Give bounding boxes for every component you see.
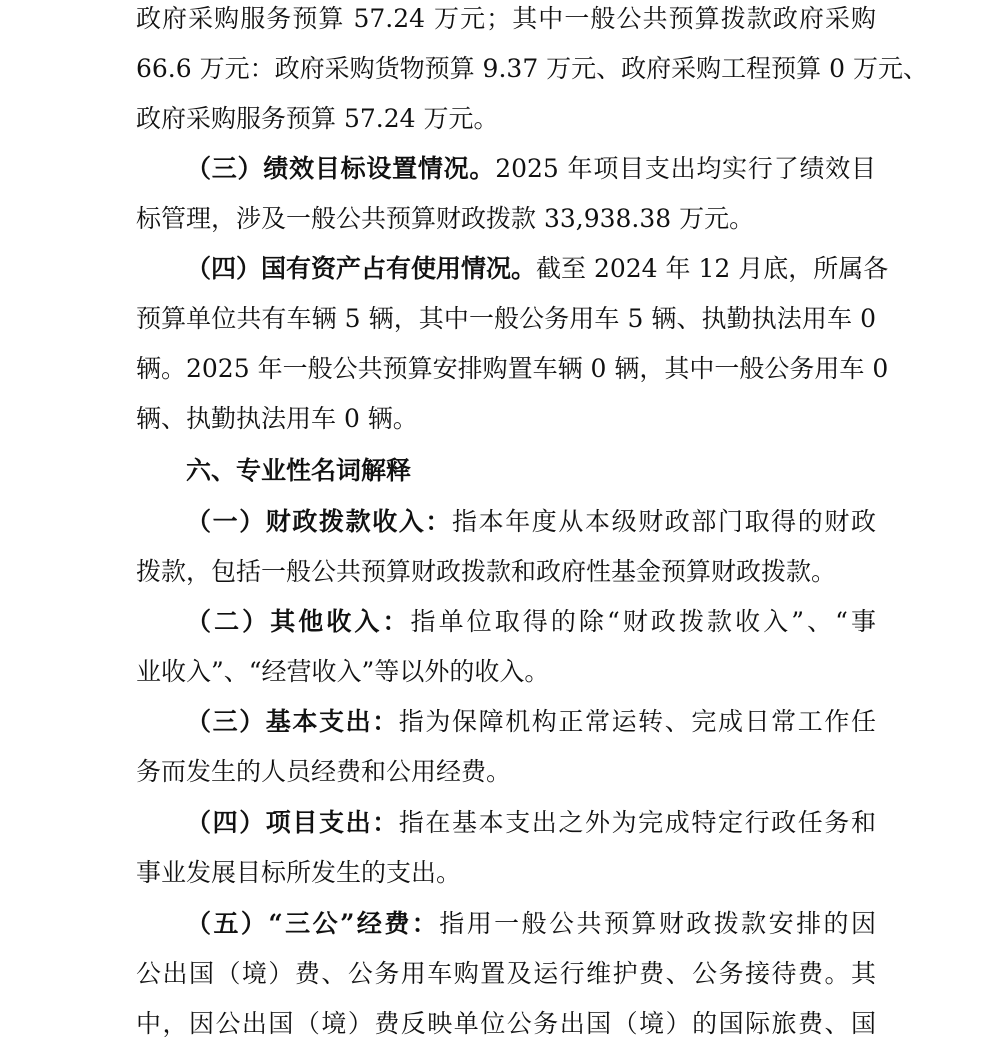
paragraph-first-line — [186, 798, 876, 848]
paragraph-lead-bold: （四）项目支出： — [186, 808, 399, 837]
paragraph-line: 政府采购服务预算 57.24 万元。 — [136, 104, 499, 133]
paragraph-text: 2025 年项目支出均实行了绩效目 — [495, 154, 876, 183]
paragraph-text: 指为保障机构正常运转、完成日常工作任 — [398, 707, 876, 736]
paragraph-line: 拨款，包括一般公共预算财政拨款和政府性基金预算财政拨款。 — [136, 557, 837, 586]
paragraph-line: 业收入”、“经营收入”等以外的收入。 — [136, 657, 550, 686]
paragraph-line: 标管理，涉及一般公共预算财政拨款 33,938.38 万元。 — [136, 204, 755, 233]
paragraph-text: 指在基本支出之外为完成特定行政任务和 — [398, 808, 876, 837]
paragraph-text: 截至 2024 年 12 月底，所属各 — [536, 254, 889, 283]
paragraph-lead-bold: （五）“三公”经费： — [186, 909, 440, 938]
paragraph-first-line — [186, 899, 876, 949]
paragraph-lead-bold: （二）其他收入： — [186, 607, 411, 636]
paragraph-lead-bold: （三）绩效目标设置情况。 — [186, 154, 496, 183]
paragraph-line: 辆、执勤执法用车 0 辆。 — [136, 404, 418, 433]
paragraph-line: 辆。2025 年一般公共预算安排购置车辆 0 辆，其中一般公务用车 0 — [136, 354, 889, 383]
section-heading: 六、专业性名词解释 — [186, 456, 412, 485]
paragraph-line: 预算单位共有车辆 5 辆，其中一般公务用车 5 辆、执勤执法用车 0 — [136, 304, 876, 333]
paragraph-first-line — [186, 597, 876, 647]
paragraph-line: 事业发展目标所发生的支出。 — [136, 858, 462, 887]
paragraph-line: 66.6 万元：政府采购货物预算 9.37 万元、政府采购工程预算 0 万元、 — [136, 54, 928, 83]
paragraph-line: 公出国（境）费、公务用车购置及运行维护费、公务接待费。其 — [136, 959, 876, 988]
paragraph-text: 指单位取得的除“财政拨款收入”、“事 — [410, 607, 876, 636]
paragraph-first-line — [186, 244, 889, 294]
paragraph-first-line — [186, 497, 876, 547]
paragraph-lead-bold: （三）基本支出： — [186, 707, 399, 736]
paragraph-lead-bold: （四）国有资产占有使用情况。 — [186, 254, 537, 283]
paragraph-first-line — [186, 144, 876, 194]
paragraph-text: 指本年度从本级财政部门取得的财政 — [452, 507, 876, 536]
paragraph-line: 政府采购服务预算 57.24 万元；其中一般公共预算拨款政府采购 — [136, 4, 876, 33]
paragraph-line: 中，因公出国（境）费反映单位公务出国（境）的国际旅费、国 — [136, 1009, 876, 1038]
paragraph-first-line — [186, 697, 876, 747]
paragraph-text: 指用一般公共预算财政拨款安排的因 — [439, 909, 876, 938]
paragraph-lead-bold: （一）财政拨款收入： — [186, 507, 452, 536]
paragraph-line: 务而发生的人员经费和公用经费。 — [136, 757, 512, 786]
